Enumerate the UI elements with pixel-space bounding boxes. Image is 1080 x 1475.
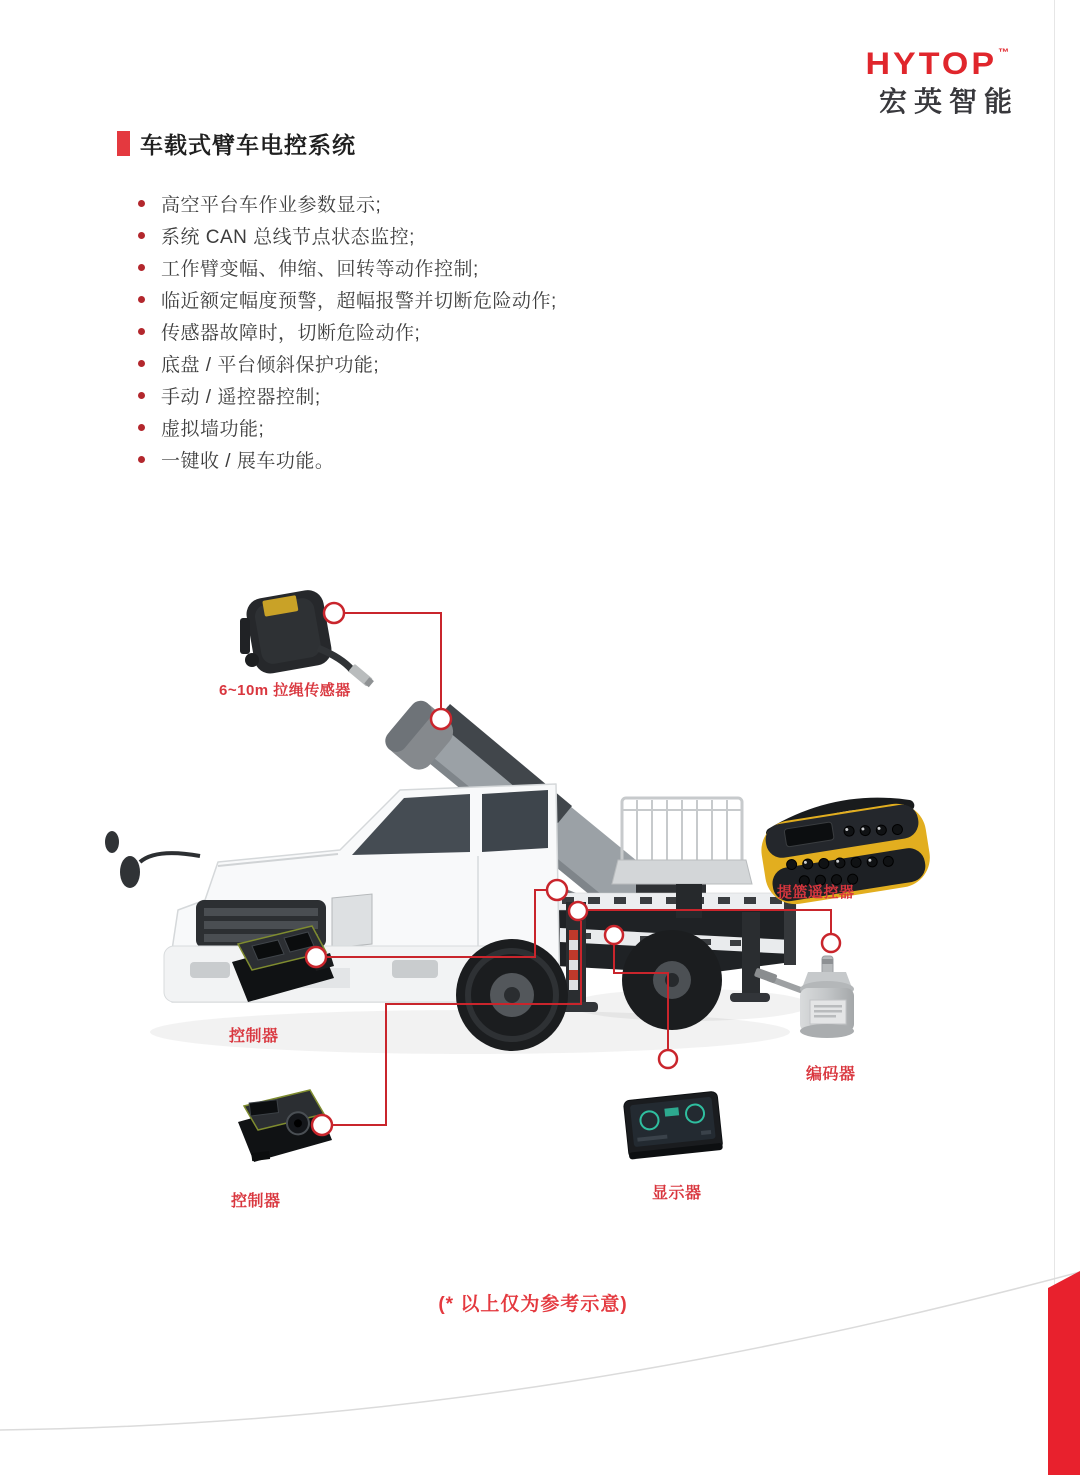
list-item: 一键收 / 展车功能。 [138,443,557,475]
list-item: 手动 / 遥控器控制; [138,379,557,411]
list-item: 临近额定幅度预警，超幅报警并切断危险动作; [138,283,557,315]
label-controller-2: 控制器 [231,1193,281,1210]
list-item: 底盘 / 平台倾斜保护功能; [138,347,557,379]
label-wire-sensor: 6~10m 拉绳传感器 [219,682,351,699]
logo-text-cn: 宏英智能 [878,86,1019,117]
label-controller-1: 控制器 [229,1028,279,1045]
front-wheel [456,939,568,1051]
wire-sensor-image [240,588,375,688]
display-image [623,1091,723,1160]
truck-illustration [105,696,796,1051]
list-item: 高空平台车作业参数显示; [138,187,557,219]
page-title: 车载式臂车电控系统 [140,132,356,158]
connector-wire-sensor [344,613,441,709]
rear-wheel [622,930,722,1030]
mirror-arm [140,853,200,862]
label-basket-remote: 提篮遥控器 [777,884,855,901]
list-item: 虚拟墙功能; [138,411,557,443]
label-display: 显示器 [652,1185,702,1202]
list-item: 传感器故障时，切断危险动作; [138,315,557,347]
label-encoder: 编码器 [806,1066,856,1083]
footnote: (* 以上仅为参考示意) [438,1294,628,1315]
side-mirror-small [105,831,119,853]
trademark-symbol: ™ [998,47,1012,59]
logo-text-en: HYTOP™ [865,46,1012,82]
list-item: 工作臂变幅、伸缩、回转等动作控制; [138,251,557,283]
side-mirror [120,856,140,888]
list-item: 系统 CAN 总线节点状态监控; [138,219,557,251]
